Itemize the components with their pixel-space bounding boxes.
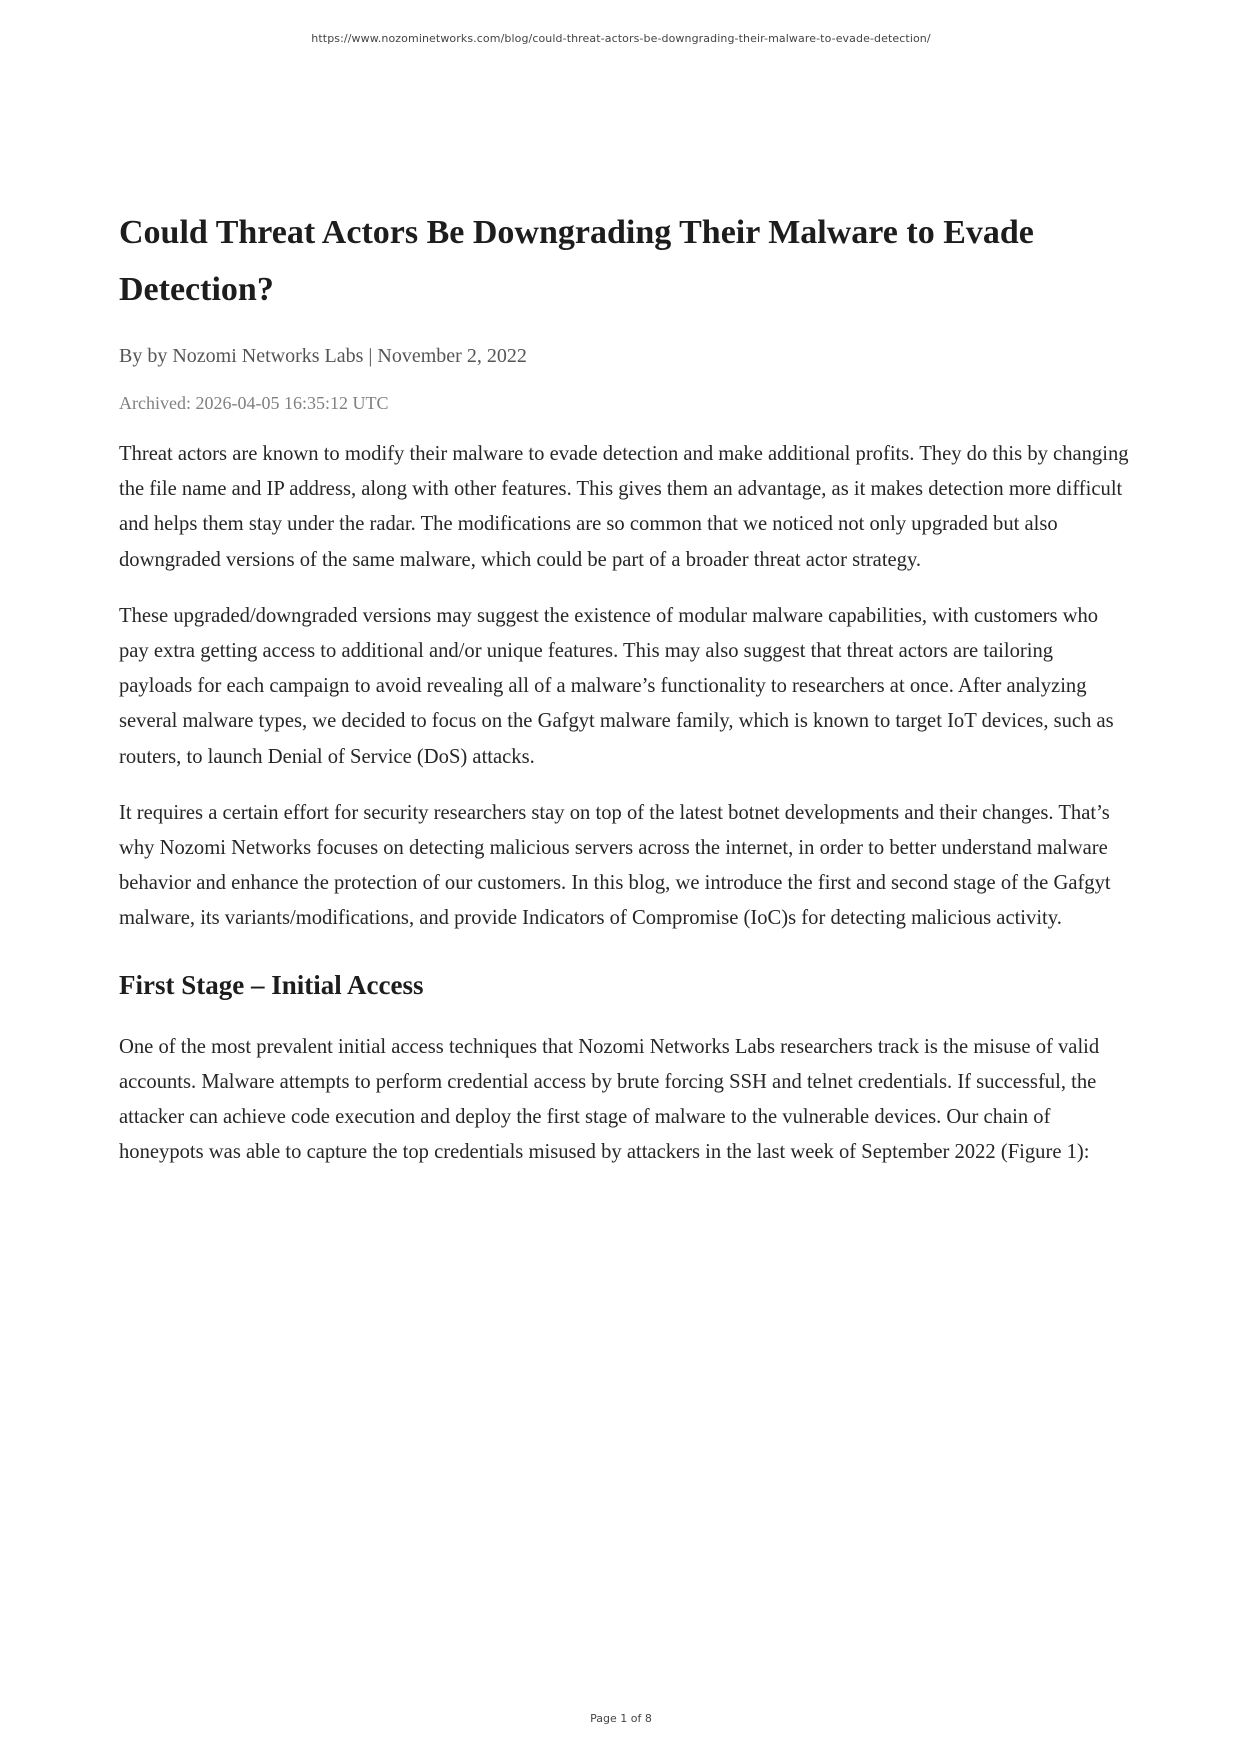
- archived-timestamp: Archived: 2026-04-05 16:35:12 UTC: [119, 393, 389, 413]
- section-paragraph: One of the most prevalent initial access techniques that Nozomi Networks Labs researchers track is the misuse of valid accounts. Malware attempts to perform credential access by brute forcing SSH and telnet credentials. If successful, the attacker can achieve code execution and deploy the first stage of malware to the vulnerable devices. Our chain of honeypots was able to capture the top credentials misused by attackers in the last week of September 2022 (Figure 1):: [119, 1035, 1100, 1164]
- article-body: [119, 204, 1129, 1170]
- article-title: Could Threat Actors Be Downgrading Their Malware to Evade Detection?: [119, 214, 1034, 308]
- article-byline: By by Nozomi Networks Labs | November 2, 2022: [119, 345, 527, 367]
- page-url-header: https://www.nozominetworks.com/blog/could-threat-actors-be-downgrading-their-malware-to-evade-detection/: [311, 32, 931, 45]
- article-paragraph: Threat actors are known to modify their malware to evade detection and make additional profits. They do this by changing the file name and IP address, along with other features. This gives them an advantage, as it makes detection more difficult and helps them stay under the radar. The modifications are so common that we noticed not only upgraded but also downgraded versions of the same malware, which could be part of a broader threat actor strategy.: [119, 443, 1129, 571]
- section-heading: First Stage – Initial Access: [119, 969, 424, 1000]
- page-number: Page 1 of 8: [590, 1712, 652, 1725]
- article-paragraph: These upgraded/downgraded versions may suggest the existence of modular malware capabilities, with customers who pay extra getting access to additional and/or unique features. This may also suggest that threat actors are tailoring payloads for each campaign to avoid revealing all of a malware’s functionality to researchers at once. After analyzing several malware types, we decided to focus on the Gafgyt malware family, which is known to target IoT devices, such as routers, to launch Denial of Service (DoS) attacks.: [119, 604, 1114, 768]
- article-paragraph: It requires a certain effort for security researchers stay on top of the latest botnet developments and their changes. That’s why Nozomi Networks focuses on detecting malicious servers across the internet, in order to better understand malware behavior and enhance the protection of our customers. In this blog, we introduce the first and second stage of the Gafgyt malware, its variants/modifications, and provide Indicators of Compromise (IoC)s for detecting malicious activity.: [119, 801, 1111, 930]
